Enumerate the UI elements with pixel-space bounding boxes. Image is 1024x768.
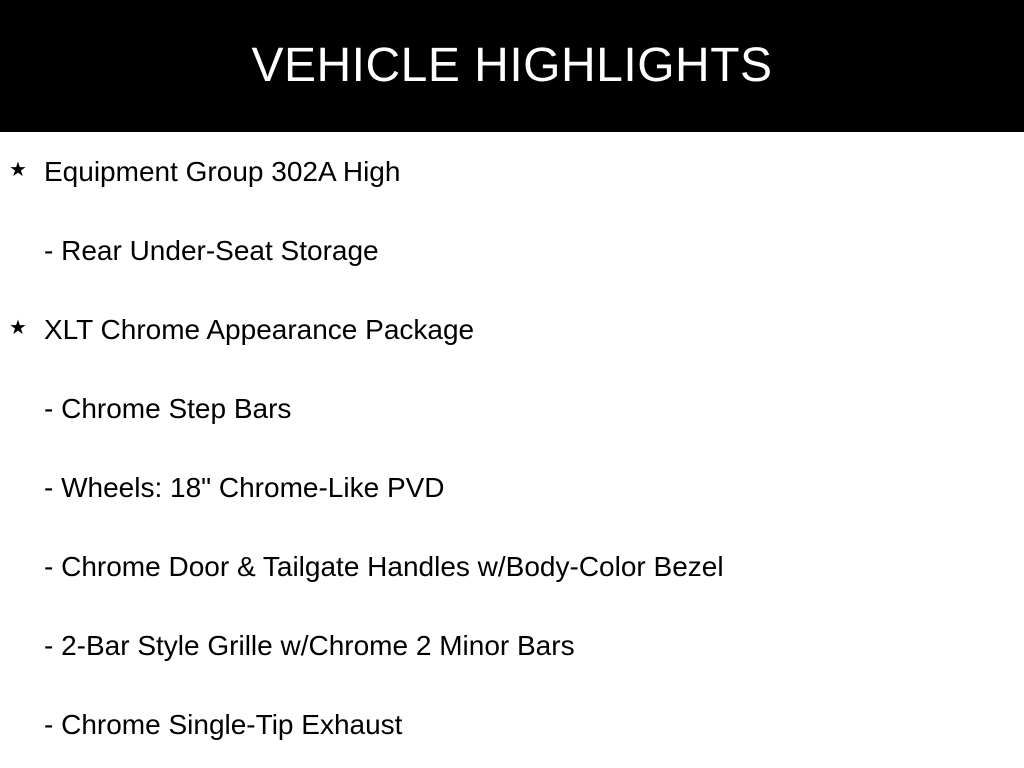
page-title: VEHICLE HIGHLIGHTS [251,39,773,92]
highlights-list [0,132,1024,768]
star-icon: ★ [9,317,27,339]
list-item-text: XLT Chrome Appearance Package [44,314,475,345]
list-item-text: - Chrome Door & Tailgate Handles w/Body-Color Bezel [44,551,724,582]
list-item [0,231,1024,271]
list-item [0,626,1024,666]
list-item-text: Equipment Group 302A High [44,156,401,187]
list-item-text: - 2-Bar Style Grille w/Chrome 2 Minor Bars [44,630,575,661]
list-item-text: - Chrome Single-Tip Exhaust [44,709,403,740]
list-item [0,310,1024,350]
list-item-text: - Rear Under-Seat Storage [44,235,379,266]
list-item [0,152,1024,192]
list-item-text: - Chrome Step Bars [44,393,292,424]
header-banner [0,0,1024,132]
list-item-text: - Wheels: 18" Chrome-Like PVD [44,472,445,503]
list-item [0,547,1024,587]
list-item [0,705,1024,745]
list-item [0,389,1024,429]
star-icon: ★ [9,159,27,181]
list-item [0,468,1024,508]
